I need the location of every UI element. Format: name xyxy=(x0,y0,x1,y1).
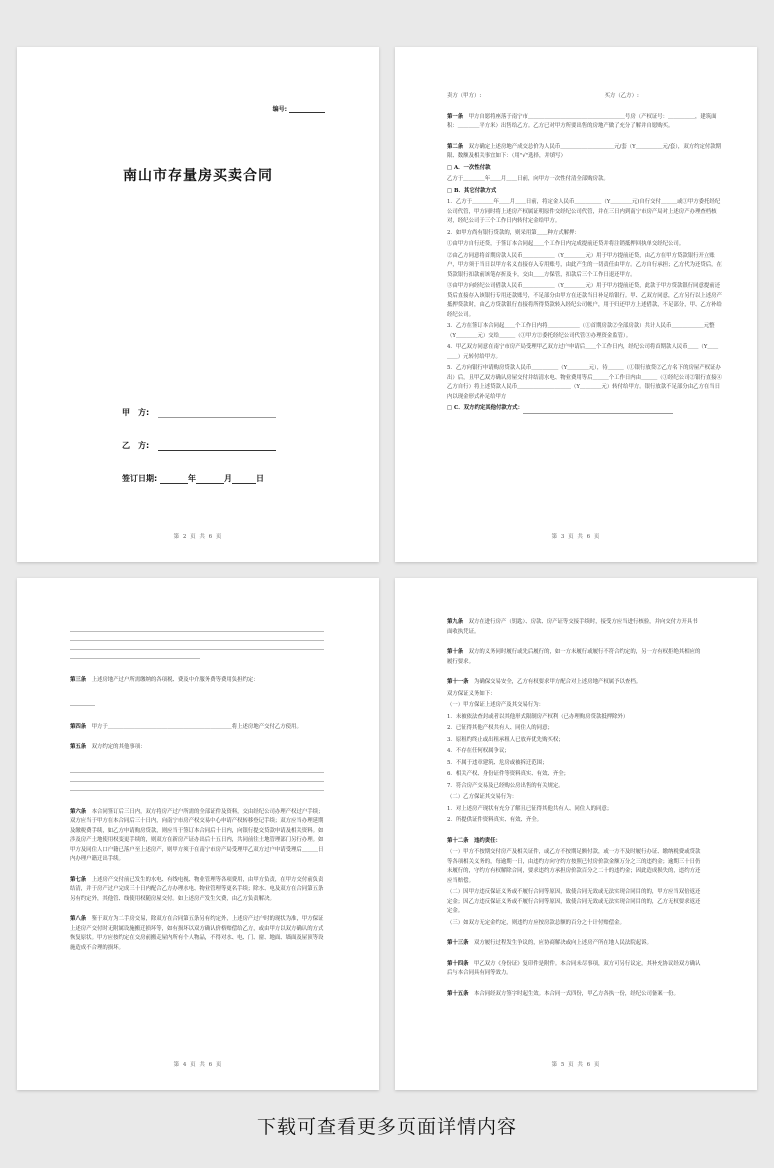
article-6 xyxy=(70,808,324,865)
article-8-text: 鉴于双方为二手房交易，除双方在合同第五条另有约定外，上述房产过户时的现状为准，甲方保证上述房产交付时无附属设施搬迁损坏等，如有损坏以双方确认价格赔偿给乙方，或由甲方以双方确认的方式恢复原状。甲方应按约定在交房前搬走屋内所有个人物品，不得对水、电、门、窗、地面、墙面及屋顶等设施造成不合理的损坏。 xyxy=(70,916,324,951)
option-b-line: ③由甲方向经纪公司借款人民币＿＿＿＿＿＿（Y＿＿＿＿元）用于甲方提前还贷，此款于甲方贷款银行同意提前还贷后直接存入该银行专用还款账号，不足部分由甲方在还款当日补足给银行。甲、乙双方同意，乙方另行以上述房产抵押贷款时，由乙方贷款银行直接将所得贷款转入经纪公司帐户，用于归还甲方上述借款，不足部分，甲、乙方补给经纪公司。 xyxy=(447,283,722,318)
page-4-body xyxy=(70,623,324,955)
option-c-blank xyxy=(523,406,673,414)
article-7-text: 上述房产交付前已发生的水电、有线电视、物业管理等各项费用，由甲方负责，在甲方交付前负责结清，并于房产过户完成三十日内配合乙方办理水电、物业管理等更名手续；除水、电及双方在合同第五条另有约定外，其他管、线使用权随房屋交付。如上述房产发生欠费，由乙方负责解决。 xyxy=(70,876,324,902)
blank-line xyxy=(70,649,324,650)
article-15-text: 本合同经双方签字时起生效。本合同一式四份，甲乙方各执一份，经纪公司备案一份。 xyxy=(473,990,679,997)
option-b-line: 5．乙方向银行申请购房贷款人民币＿＿＿＿＿（Y＿＿＿＿元），待＿＿＿（①银行放贷②乙方名下的房屋产权证办出）后，且甲乙双方确认房屋交付并结清水电、物业费用等后＿＿＿个工作日内由＿＿＿（①经纪公司②银行直接④乙方自行）将上述贷款人民币＿＿＿＿＿＿＿＿＿＿（Y＿＿＿＿元）转付给甲方。银行放款不足部分由乙方在当日内以现金形式补足给甲方 xyxy=(447,365,722,400)
article-12-line: （一）甲方不按期交付房产及相关证件，或乙方不按期足额付款，或一方不及时履行办证、缴纳税费或贷款等各项相关义务的，每逾期一日，由违约方向守约方按照已付房价款金额万分之三的违约金；逾期三十日仍未履行的，守约方有权解除合同，要求违约方承担房价款百分之二十的违约金；因此造成损失的，违约方还应当赔偿。 xyxy=(447,849,701,884)
article-5-title: 第五条 xyxy=(70,744,87,750)
year-label: 年 xyxy=(188,474,196,483)
party-b-label: 乙 方: xyxy=(122,441,150,450)
blank-line xyxy=(70,772,324,773)
party-a-field xyxy=(122,407,276,418)
article-11-line: 1．对上述房产现状有充分了解且已征得其他共有人、同住人的同意； xyxy=(447,805,613,812)
article-11-line: （一）甲方保证上述房产及其交易行为： xyxy=(447,702,545,708)
party-a-label: 甲 方: xyxy=(122,408,150,417)
party-a-blank xyxy=(158,408,276,418)
article-11-text: 为确保交易安全，乙方有权要求甲方配合对上述房地产权属予以查档。 xyxy=(473,679,642,685)
party-b-blank xyxy=(158,441,276,451)
option-a: □ A．一次性付款 xyxy=(447,164,491,171)
blank-line xyxy=(70,781,324,782)
contract-title: 南山市存量房买卖合同 xyxy=(123,168,273,184)
contract-page-4 xyxy=(17,578,379,1090)
article-11 xyxy=(447,678,703,688)
article-13 xyxy=(447,939,703,949)
article-14-title: 第十四条 xyxy=(447,960,469,967)
article-4-title: 第四条 xyxy=(70,723,87,730)
article-15 xyxy=(447,990,703,1000)
contract-number-blank xyxy=(289,105,325,113)
year-blank xyxy=(160,474,188,484)
article-9-text: 双方在进行房产（钥匙）、房款、房产证等交接手续时，接受方应当进行核验，并向交付方开具书面收执凭证。 xyxy=(447,619,698,635)
article-6-title: 第六条 xyxy=(70,808,87,815)
day-blank xyxy=(232,474,256,484)
download-caption[interactable]: 下载可查看更多页面详情内容 xyxy=(256,1116,517,1138)
option-c: □ C．双方约定其他付款方式： xyxy=(447,404,722,414)
option-b-line: 1．乙方于＿＿＿＿年＿＿月＿＿日前，将定金人民币＿＿＿＿＿（Y＿＿＿＿元)自行交付＿＿＿或①甲方委托经纪公司代管，甲方同时将上述房产权属证明原件交经纪公司代管，并在三日内到南宁市房产局对上述房产办理查档核对，经纪公司于三个工作日内转付定金给甲方。 xyxy=(447,199,721,224)
article-7 xyxy=(70,876,324,905)
article-12-line: （三）如双方无定金约定，则违约方应按房款总额的百分之十计付赔偿金。 xyxy=(447,919,625,926)
month-label: 月 xyxy=(224,474,232,483)
article-1-text: 甲方自愿将座落于南宁市＿＿＿＿＿＿＿＿＿＿＿＿＿＿＿＿＿＿号房（产权证号：＿＿＿＿＿，建筑面积：＿＿＿＿平方米）出售给乙方。乙方已对甲方所要出售的房地产做了充分了解并自愿购买。 xyxy=(447,113,717,129)
article-12-line: （二）因甲方违反保证义务或不履行合同等原因，致使合同无效或无法实现合同目的的，甲方应当双倍返还定金；因乙方违反保证义务或不履行合同等原因，致使合同无效或无法实现合同目的的，乙方无权要求返还定金。 xyxy=(447,889,701,914)
article-12-title: 第十二条 xyxy=(447,837,469,844)
page-3-body xyxy=(447,92,722,416)
article-11-line: 4．不存在任何权属争议； xyxy=(447,748,510,754)
party-b-field xyxy=(122,440,276,451)
option-b-label: B．其它付款方式 xyxy=(453,187,497,194)
article-11-line: 5．不属于违章建筑、危房或被拆迁范围； xyxy=(447,759,548,766)
article-14-text: 甲乙双方《身份证》复印件是附件。本合同未尽事项，双方可另行议定，其补充协议经双方确认后与本合同具有同等效力。 xyxy=(447,960,701,976)
option-b-line: ①由甲方自行还贷，于签订本合同起＿＿个工作日内完成提前还贷并将注销抵押回执单交经纪公司。 xyxy=(447,241,685,247)
option-c-label: C．双方约定其他付款方式： xyxy=(453,405,523,411)
article-1-title: 第一条 xyxy=(447,113,464,120)
page-5-body xyxy=(447,618,703,1001)
sign-date-label: 签订日期: xyxy=(122,474,158,483)
contract-number-field xyxy=(273,104,325,113)
buyer-label: 买方（乙方）: xyxy=(604,93,639,99)
article-11-line: 1．未被依法查封或者以其他形式限制房产权利（已办理购房贷款抵押除外） xyxy=(447,713,629,720)
option-a-text: 乙方于＿＿＿＿年＿＿月＿＿日前，向甲方一次性付清全部购房款。 xyxy=(447,176,609,182)
article-11-title: 第十一条 xyxy=(447,679,469,685)
article-11-line: 3．原租约终止或出租承租人已放弃优先购买权； xyxy=(447,736,564,743)
article-5-text: 双方约定的其他事项： xyxy=(91,744,146,750)
page-number: 第 3 页 共 6 页 xyxy=(551,534,601,540)
article-10-text: 双方的义务同时履行或先后履行的，如一方未履行或履行不符合约定的，另一方有权拒绝其相应的履行要求。 xyxy=(447,649,701,665)
article-10 xyxy=(447,648,703,667)
month-blank xyxy=(196,474,224,484)
contract-page-3 xyxy=(395,47,757,562)
article-13-title: 第十三条 xyxy=(447,940,469,946)
contract-page-5 xyxy=(395,578,757,1090)
article-12 xyxy=(447,837,703,847)
option-b-line: ②由乙方同意将首期房款人民币＿＿＿＿＿＿（Y＿＿＿＿元）用于甲方提前还贷，由乙方在甲方贷款银行开立账户，甲方须于当日以甲方名义直接存入专用账号，由此产生的一切责任由甲方。乙方自行承担；乙方代为还贷后，在贷款银行扣款前该笔存折及卡，交由＿＿方保管，扣款后三个工作日退还甲方。 xyxy=(447,252,722,278)
article-9-title: 第九条 xyxy=(447,619,464,625)
article-3 xyxy=(70,676,324,686)
page-number: 第 5 页 共 6 页 xyxy=(551,1062,601,1068)
blank-line xyxy=(70,705,95,706)
day-label: 日 xyxy=(256,474,264,483)
article-3-text: 上述房地产过户所需缴纳的各项税、费及中介服务费等费用负担约定： xyxy=(91,677,259,683)
option-b-line: 4．甲乙双方同意在南宁市房产局受理甲乙双方过户申请后＿＿个工作日内，经纪公司将首期款人民币＿＿（Y＿＿＿＿）元转付给甲方。 xyxy=(447,344,719,360)
article-11-line: 7．符合房产交易及已经购公房出售的有关规定。 xyxy=(447,782,564,789)
article-11-line: （二）乙方保证其交易行为： xyxy=(447,794,518,800)
article-11-line: 2．所提供证件资料真实、有效、齐全。 xyxy=(447,817,543,823)
article-1 xyxy=(447,113,722,132)
article-7-title: 第七条 xyxy=(70,876,87,883)
article-5 xyxy=(70,743,324,753)
sign-date-field xyxy=(122,473,264,484)
seller-label: 卖方（甲方）: xyxy=(447,93,482,99)
page-number: 第 4 页 共 6 页 xyxy=(173,1062,223,1068)
contract-page-2 xyxy=(17,47,379,562)
article-8-title: 第八条 xyxy=(70,916,87,922)
article-6-text: 本合同签订后三日内，双方将房产过户所需的全部证件及资料，交由经纪公司办理产权过户手续；双方应当于甲方在本合同后三十日内，向南宁市房产权交易中心申请产权转移登记手续；双方应当办理延期及缴税费手续，如乙方申请购房贷款，则应当于签订本合同后十日内，向银行提交贷款申请及相关资料。如涉及房产土地使用权变更手续的，则双方在新房产证办出后十五日内，共同前往土地管理部门另行办理。如甲方及同住人口户籍已落户至上述房产，则甲方须于在南宁市房产局受理甲乙双方过户申请受理后＿＿＿日内办理户籍迁出手续。 xyxy=(70,808,324,862)
article-12-text: 违约责任： xyxy=(473,837,501,844)
article-4 xyxy=(70,723,324,733)
blank-line xyxy=(70,640,324,641)
option-b-line: 2．如甲方尚有银行贷款的，则采用第＿＿种方式解押： xyxy=(447,229,580,236)
article-8 xyxy=(70,915,324,953)
option-b: □ B．其它付款方式 xyxy=(447,187,497,194)
article-15-title: 第十五条 xyxy=(447,990,469,997)
article-10-title: 第十条 xyxy=(447,649,464,655)
article-2-text: 双方确定上述房地产成交总价为人民币＿＿＿＿＿＿＿＿＿＿元/套（Y＿＿＿＿＿元/套），双方约定付款期限、数额及相关事宜如下：（用"√"选择，并填写） xyxy=(447,143,722,159)
page-number: 第 2 页 共 6 页 xyxy=(173,534,223,540)
article-9 xyxy=(447,618,703,637)
article-11-line: 2．已征得其他产权共有人、同住人的同意； xyxy=(447,725,553,731)
article-2 xyxy=(447,143,722,162)
blank-line xyxy=(70,658,200,659)
party-header xyxy=(447,92,722,102)
option-a-label: A．一次性付款 xyxy=(453,164,491,171)
contract-number-label: 编号: xyxy=(272,106,287,113)
blank-line xyxy=(70,631,324,632)
article-4-text: 甲方于＿＿＿＿＿＿＿＿＿＿＿＿＿＿＿＿＿＿＿＿＿＿＿将上述房地产交付乙方使用。 xyxy=(91,723,302,730)
article-3-title: 第三条 xyxy=(70,677,87,683)
article-14 xyxy=(447,960,703,979)
option-b-line: 3．乙方在签订本合同起＿＿个工作日内将＿＿＿＿＿＿（①首期房款②全部房款）共计人民币＿＿＿＿＿＿元整（Y＿＿＿＿元）交给＿＿＿（①甲方②委托经纪公司代管③办理资金监管）。 xyxy=(447,323,715,339)
article-11-line: 双方保证义务如下： xyxy=(447,690,496,697)
article-11-line: 6．相关产权、身份证件等资料真实、有效、齐全； xyxy=(447,771,570,777)
blank-line xyxy=(70,790,324,791)
article-13-text: 双方履行过程发生争议的，应协商解决或向上述房产所在地人民法院起诉。 xyxy=(473,940,652,946)
article-2-title: 第二条 xyxy=(447,143,464,150)
